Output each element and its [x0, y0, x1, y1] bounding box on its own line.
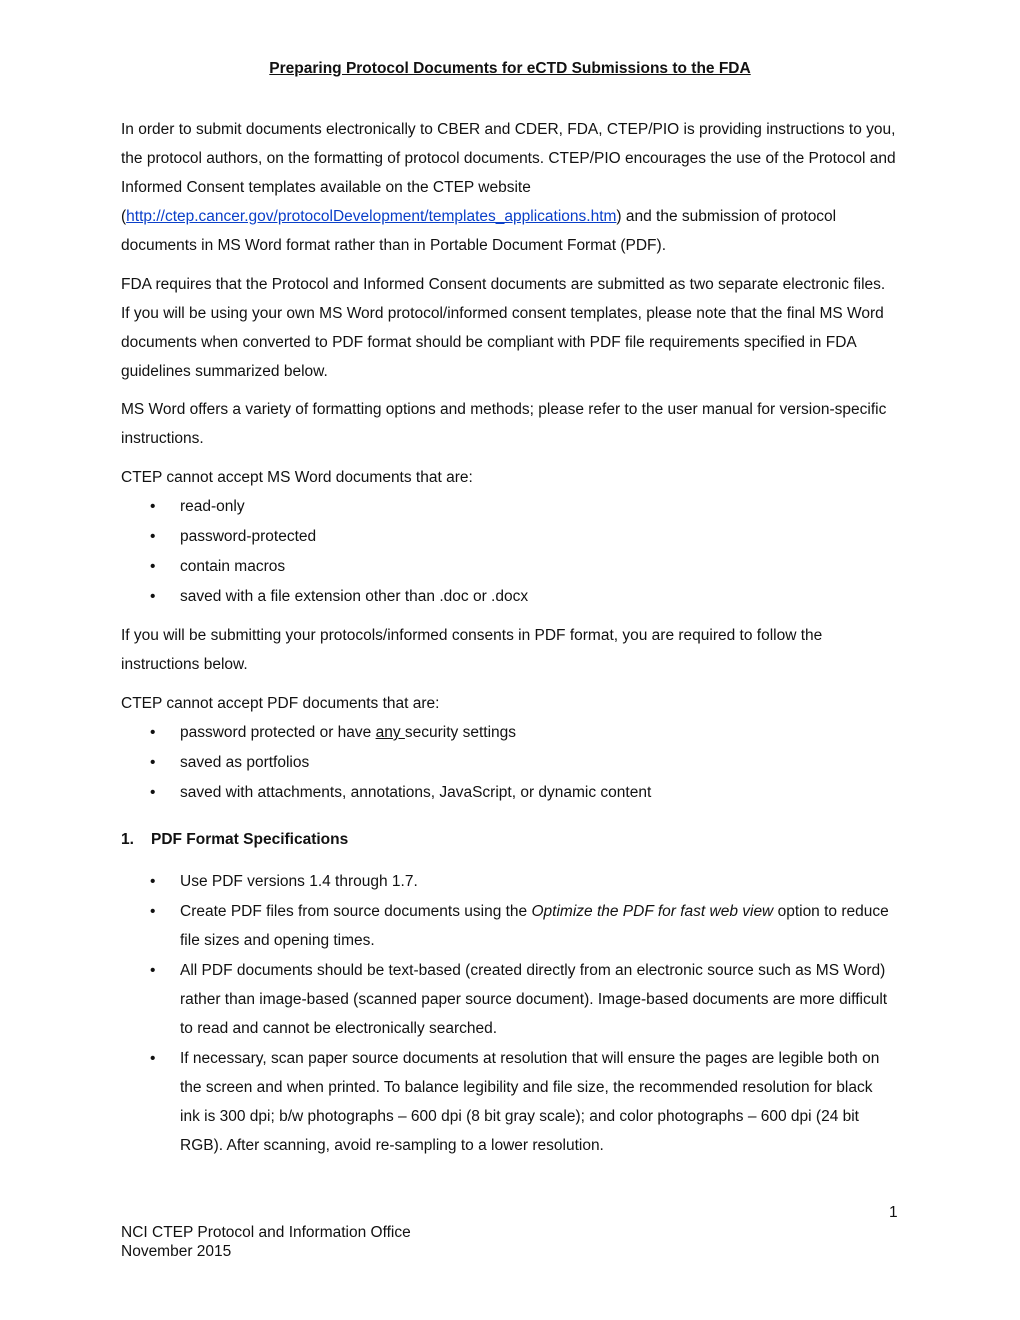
fda-requirements-paragraph: FDA requires that the Protocol and Informed Consent documents are submitted as two separate electronic files. If you will be using your own MS Word protocol/informed consent templates, please note that the final MS Word documents when converted to PDF format should be compliant with PDF file requirements specified in FDA guidelines summarized below. — [121, 276, 886, 380]
ms-word-options-paragraph: MS Word offers a variety of formatting options and methods; please refer to the user manual for version-specific instructions. — [121, 401, 887, 447]
bullet-icon: • — [150, 962, 156, 979]
pdf-restrictions-lead: CTEP cannot accept PDF documents that are: — [121, 695, 440, 712]
bullet-icon: • — [150, 498, 156, 515]
list-item: • Create PDF files from source documents using the Optimize the PDF for fast web view option to reduce file sizes and opening times. — [121, 897, 896, 955]
list-item: • read-only — [121, 492, 896, 521]
templates-link[interactable]: http://ctep.cancer.gov/protocolDevelopment/templates_applications.htm — [126, 208, 617, 225]
list-item: • password-protected — [121, 522, 896, 551]
list-item: • saved with a file extension other than .doc or .docx — [121, 582, 896, 611]
emphasis-any: any — [375, 724, 405, 741]
bullet-icon: • — [150, 903, 156, 920]
bullet-icon: • — [150, 1050, 156, 1067]
word-restrictions-list — [121, 492, 896, 612]
list-item: • contain macros — [121, 552, 896, 581]
pdf-submission-paragraph: If you will be submitting your protocols/informed consents in PDF format, you are required to follow the instructions below. — [121, 627, 823, 673]
pdf-specifications-list — [121, 867, 896, 1161]
bullet-icon: • — [150, 784, 156, 801]
section-heading — [121, 831, 348, 849]
list-item: • If necessary, scan paper source documents at resolution that will ensure the pages are legible both on the screen and when printed. To balance legibility and file size, the recommended resolution for black ink is 300 dpi; b/w photographs – 600 dpi (8 bit gray scale); and color photographs – 600 dpi (24 bit RGB). After scanning, avoid re-sampling to a lower resolution. — [121, 1044, 896, 1160]
word-restrictions-lead: CTEP cannot accept MS Word documents that are: — [121, 469, 473, 486]
list-item: • All PDF documents should be text-based (created directly from an electronic source such as MS Word) rather than image-based (scanned paper source document). Image-based documents are more difficult to read and cannot be electronically searched. — [121, 956, 896, 1043]
document-title: Preparing Protocol Documents for eCTD Submissions to the FDA — [269, 60, 751, 77]
footer-office: NCI CTEP Protocol and Information Office — [121, 1224, 411, 1241]
list-item: • Use PDF versions 1.4 through 1.7. — [121, 867, 896, 896]
section-number: 1. — [121, 831, 134, 848]
footer — [121, 1223, 411, 1261]
list-item: • saved with attachments, annotations, JavaScript, or dynamic content — [121, 778, 896, 807]
bullet-icon: • — [150, 588, 156, 605]
page-number: 1 — [889, 1204, 898, 1221]
bullet-icon: • — [150, 558, 156, 575]
intro-text-before: In order to submit documents electronically to CBER and CDER, FDA, CTEP/PIO is providing instructions to you, the protocol authors, on the formatting of protocol documents. CTEP/PIO encourages the use of the Protocol and Informed Consent templates available on the CTEP website ( — [121, 121, 896, 225]
pdf-restrictions-list — [121, 718, 896, 808]
list-item: • saved as portfolios — [121, 748, 896, 777]
bullet-icon: • — [150, 528, 156, 545]
intro-paragraph — [121, 115, 896, 260]
bullet-icon: • — [150, 724, 156, 741]
footer-date: November 2015 — [121, 1243, 232, 1260]
option-name: Optimize the PDF for fast web view — [531, 903, 774, 920]
section-title: PDF Format Specifications — [151, 831, 349, 848]
list-item: • password protected or have any security settings — [121, 718, 896, 747]
bullet-icon: • — [150, 873, 156, 890]
bullet-icon: • — [150, 754, 156, 771]
intro-text-after: ) and the submission of protocol documents in MS Word format rather than in Portable Document Format (PDF). — [121, 208, 837, 254]
